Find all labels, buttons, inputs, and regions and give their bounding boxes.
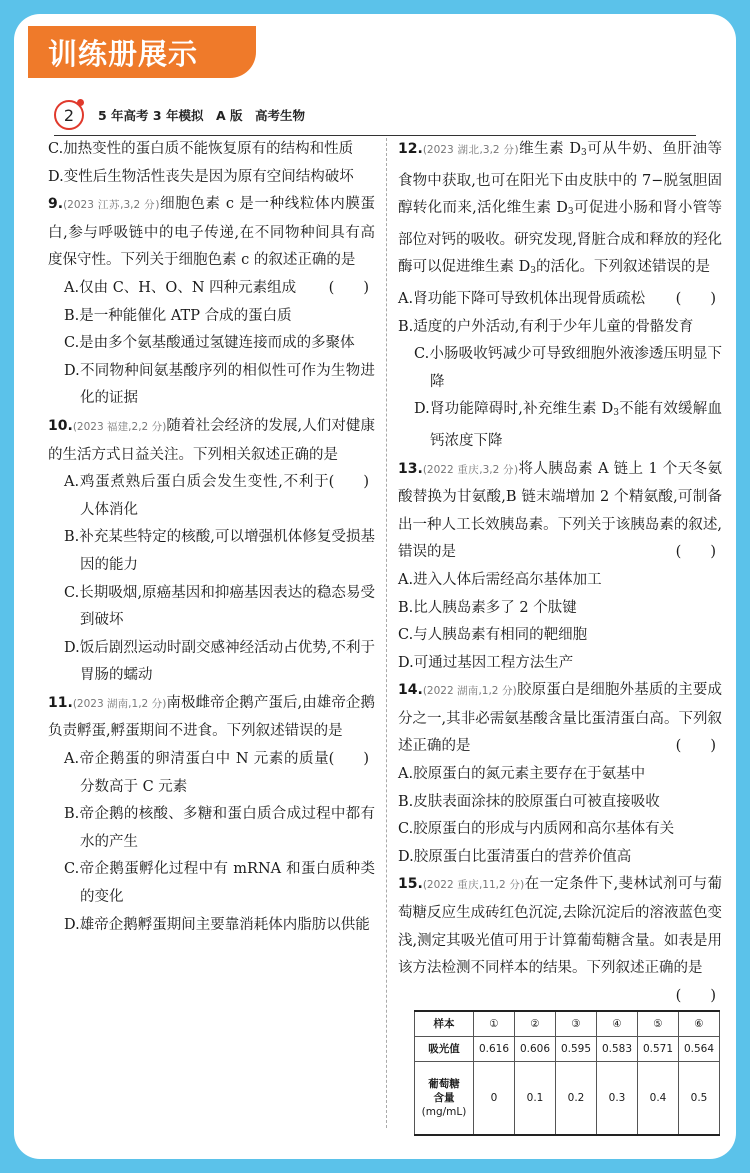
q13-stem	[398, 456, 722, 567]
q10-option-b: B.补充某些特定的核酸,可以增强机体修复受损基因的能力	[64, 529, 375, 573]
table-cell: ④	[597, 1011, 638, 1037]
q13-option-c: C.与人胰岛素有相同的靶细胞	[398, 627, 588, 644]
table-cell: 0.606	[515, 1037, 556, 1062]
q11-option-c: C.帝企鹅蛋孵化过程中有 mRNA 和蛋白质种类的变化	[64, 861, 375, 906]
table-cell: 0.571	[638, 1037, 679, 1062]
q11-text: 南极雌帝企鹅产蛋后,由雄帝企鹅负责孵蛋,孵蛋期间不进食。下列叙述错误的是	[48, 694, 375, 740]
q14-text: 胶原蛋白是细胞外基质的主要成分之一,其非必需氨基酸含量比蛋清蛋白高。下列叙述正确的是	[398, 682, 722, 755]
book-title: 5 年高考 3 年模拟 A 版 高考生物	[98, 108, 305, 123]
page-sheet	[14, 14, 736, 1159]
q11-option-d: D.雄帝企鹅孵蛋期间主要靠消耗体内脂肪以供能	[64, 916, 370, 933]
question-11	[48, 690, 375, 939]
q11-option-b: B.帝企鹅的核酸、多糖和蛋白质合成过程中都有水的产生	[64, 806, 375, 850]
q12-answer-paren: ( )	[675, 290, 716, 307]
q12-text-b: 可从牛奶、鱼肝油等食物中获取,也可在阳光下由皮肤中的 7−脱氢胆固醇转化而来,活化维生素 D	[398, 141, 722, 217]
q10-answer-paren: ( )	[328, 474, 369, 491]
q13-source: (2022 重庆,3,2 分)	[422, 463, 519, 476]
page-number-badge	[54, 100, 84, 130]
q11-number: 11.	[48, 694, 73, 711]
red-dot-icon	[77, 99, 84, 106]
q12-subscript: 3	[580, 148, 587, 158]
q10-stem	[48, 413, 375, 491]
q9-option-c: C.是由多个氨基酸通过氢键连接而成的多聚体	[64, 335, 355, 352]
q11-source: (2023 湖南,1,2 分)	[72, 697, 167, 710]
q11-option-a: A.帝企鹅蛋的卵清蛋白中 N 元素的质量分数高于 C 元素	[64, 751, 329, 795]
q12-source: (2023 湖北,3,2 分)	[422, 144, 519, 156]
right-column	[398, 136, 722, 1136]
q13-number: 13.	[398, 460, 423, 477]
q10-text: 随着社会经济的发展,人们对健康的生活方式日益关注。下列相关叙述正确的是	[48, 417, 375, 463]
table-cell: 0.2	[556, 1062, 597, 1136]
table-cell: 0.583	[597, 1037, 638, 1062]
q14-answer-paren: ( )	[675, 738, 716, 755]
table-cell: 0	[474, 1062, 515, 1136]
section-banner	[28, 26, 256, 78]
table-cell: ⑥	[679, 1011, 720, 1037]
q14-stem	[398, 677, 722, 761]
question-10	[48, 413, 375, 690]
q15-number: 15.	[398, 876, 423, 893]
table-cell: ③	[556, 1011, 597, 1037]
table-cell: ①	[474, 1011, 515, 1037]
q11-answer-paren: ( )	[328, 751, 369, 768]
q12-option-d-text-a: D.肾功能障碍时,补充维生素 D	[414, 401, 614, 418]
q8-option-d: D.变性后生物活性丧失是因为原有空间结构破坏	[48, 168, 354, 185]
q14-option-a: A.胶原蛋白的氮元素主要存在于氨基中	[398, 766, 646, 783]
table-cell: ⑤	[638, 1011, 679, 1037]
table-cell: 0.5	[679, 1062, 720, 1136]
q15-source: (2022 重庆,11,2 分)	[422, 879, 525, 892]
q13-option-b: B.比人胰岛素多了 2 个肽键	[398, 599, 577, 616]
q14-option-b: B.皮肤表面涂抹的胶原蛋白可被直接吸收	[398, 793, 660, 810]
q9-option-d: D.不同物种间氨基酸序列的相似性可作为生物进化的证据	[64, 362, 375, 407]
q12-text-c: 可促进小肠和肾小管等部位对钙的吸收。研究发现,肾脏合成和释放的羟化酶可以促进维生素 D	[398, 200, 723, 276]
q13-option-a: A.进入人体后需经高尔基体加工	[398, 571, 602, 588]
q9-answer-paren: ( )	[328, 279, 369, 296]
q15-text: 在一定条件下,斐林试剂可与葡萄糖反应生成砖红色沉淀,去除沉淀后的溶液蓝色变浅,测定其吸光值可用于计算葡萄糖含量。如表是用该方法检测不同样本的结果。下列叙述正确的是	[398, 876, 723, 977]
question-13	[398, 456, 722, 678]
q10-number: 10.	[48, 417, 73, 434]
q14-number: 14.	[398, 682, 423, 699]
q11-stem	[48, 690, 375, 768]
q12-option-a: A.肾功能下降可导致机体出现骨质疏松	[398, 290, 646, 307]
q15-answer-paren: ( )	[675, 987, 716, 1004]
table-row-absorbance	[415, 1037, 720, 1062]
q9-number: 9.	[48, 196, 64, 213]
table-cell: 0.616	[474, 1037, 515, 1062]
table-header-sample: 样本	[415, 1011, 474, 1037]
table-cell: 0.4	[638, 1062, 679, 1136]
table-cell: 0.3	[597, 1062, 638, 1136]
table-row-glucose	[415, 1062, 720, 1136]
q12-text-d: 的活化。下列叙述错误的是	[535, 259, 710, 276]
q14-option-d: D.胶原蛋白比蛋清蛋白的营养价值高	[398, 848, 632, 865]
table-cell: ②	[515, 1011, 556, 1037]
table-cell: 0.595	[556, 1037, 597, 1062]
question-8-continued	[48, 136, 375, 191]
table-header-absorbance: 吸光值	[415, 1037, 474, 1062]
q9-option-a: A.仅由 C、H、O、N 四种元素组成	[64, 279, 297, 296]
q12-option-c: C.小肠吸收钙减少可导致细胞外液渗透压明显下降	[414, 346, 722, 390]
q15-stem	[398, 871, 723, 1004]
q12-subscript: 3	[613, 408, 619, 419]
q14-option-c: C.胶原蛋白的形成与内质网和高尔基体有关	[398, 821, 675, 838]
data-table	[414, 1010, 720, 1136]
table-cell: 0.564	[679, 1037, 720, 1062]
q12-subscript: 3	[530, 266, 536, 277]
glucose-unit: (mg/mL)	[421, 1106, 467, 1119]
left-column	[48, 136, 375, 939]
question-12	[398, 136, 722, 456]
q10-option-d: D.饭后剧烈运动时副交感神经活动占优势,不利于胃肠的蠕动	[64, 639, 375, 684]
q12-number: 12.	[398, 141, 423, 157]
q14-source: (2022 湖南,1,2 分)	[422, 685, 517, 698]
glucose-label-line1: 葡萄糖	[428, 1078, 460, 1091]
column-divider	[386, 138, 387, 1128]
q12-text-a: 维生素 D	[518, 141, 581, 157]
q13-answer-paren: ( )	[675, 544, 716, 561]
q9-text: 细胞色素 c 是一种线粒体内膜蛋白,参与呼吸链中的电子传递,在不同物种间具有高度保守性。下列关于细胞色素 c 的叙述正确的是	[48, 196, 375, 269]
page-header	[54, 98, 305, 132]
question-9	[48, 191, 375, 413]
q12-option-d	[398, 396, 722, 455]
question-15	[398, 871, 722, 1136]
q12-subscript: 3	[567, 207, 574, 218]
q13-text: 将人胰岛素 A 链上 1 个天冬氨酸替换为甘氨酸,B 链末端增加 2 个精氨酸,可制备出一种人工长效胰岛素。下列关于该胰岛素的叙述,错误的是	[398, 460, 722, 561]
banner-title: 训练册展示	[48, 36, 199, 71]
q10-option-a: A.鸡蛋煮熟后蛋白质会发生变性,不利于人体消化	[64, 474, 329, 518]
table-cell: 0.1	[515, 1062, 556, 1136]
table-header-glucose	[415, 1062, 474, 1136]
question-14	[398, 677, 722, 871]
page-number: 2	[63, 105, 75, 125]
q10-option-c: C.长期吸烟,原癌基因和抑癌基因表达的稳态易受到破坏	[64, 584, 375, 629]
q8-option-c: C.加热变性的蛋白质不能恢复原有的结构和性质	[48, 141, 354, 157]
table-row-sample	[415, 1011, 720, 1037]
glucose-label-line2: 含量	[433, 1092, 455, 1105]
q9-option-b: B.是一种能催化 ATP 合成的蛋白质	[64, 307, 292, 324]
q10-source: (2023 福建,2,2 分)	[72, 420, 167, 433]
q13-option-d: D.可通过基因工程方法生产	[398, 654, 574, 671]
q9-source: (2023 江苏,3,2 分)	[63, 199, 160, 212]
q12-option-d-text-b: 不能有效缓解血钙浓度下降	[430, 401, 723, 449]
q12-option-b: B.适度的户外活动,有利于少年儿童的骨骼发育	[398, 318, 694, 335]
